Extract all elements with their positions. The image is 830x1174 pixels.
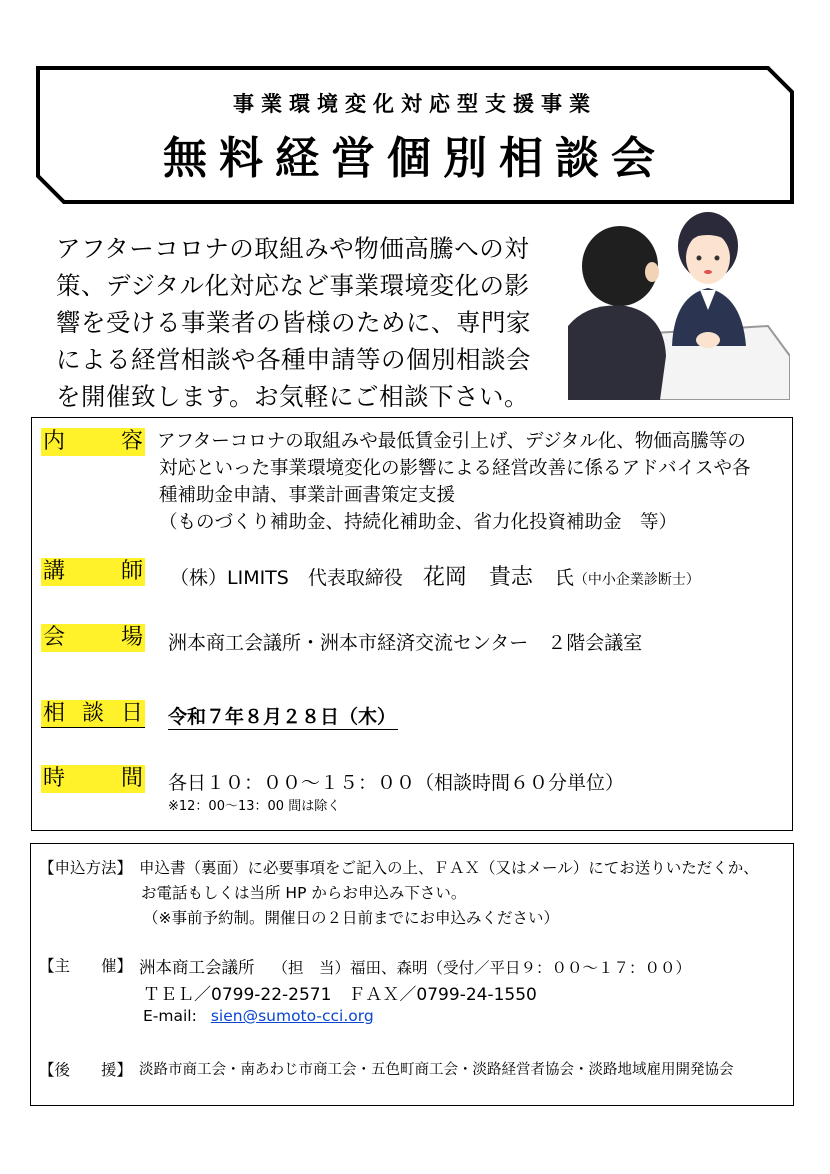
- label-date: [41, 700, 145, 728]
- label-char: 日: [120, 701, 143, 726]
- lecturer-suffix: 氏: [554, 567, 574, 589]
- label-char: 内: [43, 429, 66, 454]
- label-venue: [41, 624, 145, 652]
- intro-line: による経営相談や各種申請等の個別相談会: [56, 345, 531, 374]
- label-char: 会: [43, 625, 66, 650]
- application-box: [30, 843, 794, 1106]
- page-title: 無料経営個別相談会: [163, 133, 667, 184]
- email-label: E-mail:: [143, 1007, 197, 1025]
- intro-line: を開催致します。お気軽にご相談下さい。: [56, 382, 530, 411]
- label-content: [41, 428, 145, 456]
- content-line: 種補助金申請、事業計画書策定支援: [159, 485, 456, 506]
- label-char: 師: [120, 559, 143, 584]
- intro-line: 響を受ける事業者の皆様のために、専門家: [56, 308, 531, 337]
- lecturer-company: （株）LIMITS 代表取締役: [170, 567, 403, 589]
- venue-text: 洲本商工会議所・洲本市経済交流センター ２階会議室: [168, 632, 643, 654]
- label-char: 容: [120, 429, 143, 454]
- consultation-illustration: [568, 206, 790, 400]
- subtitle: 事業環境変化対応型支援事業: [233, 92, 597, 116]
- organizer-name: 洲本商工会議所: [139, 958, 255, 977]
- time-note: ※12：00～13：00 間は除く: [168, 799, 341, 814]
- support-label: 【後 援】: [39, 1061, 133, 1079]
- organizer-contact: （担 当）福田、森明（受付／平日９：００～１７：００）: [272, 959, 692, 977]
- lecturer-name: 花岡 貴志: [422, 565, 533, 590]
- content-line: 対応といった事業環境変化の影響による経営改善に係るアドバイスや各: [159, 458, 751, 479]
- content-line: （ものづくり補助金、持続化補助金、省力化投資補助金 等）: [159, 512, 678, 533]
- label-char: 時: [43, 766, 66, 791]
- label-char: 場: [120, 625, 143, 650]
- apply-method-line: お電話もしくは当所 HP からお申込み下さい。: [141, 884, 467, 902]
- label-char: 間: [120, 766, 143, 791]
- organizer-label: 【主 催】: [39, 957, 133, 975]
- apply-method-label: 【申込方法】: [39, 859, 133, 877]
- label-char: 相: [43, 701, 66, 726]
- content-line: アフターコロナの取組みや最低賃金引上げ、デジタル化、物価高騰等の: [157, 431, 746, 452]
- content-description: [157, 428, 789, 536]
- apply-method-line: 申込書（裏面）に必要事項をご記入の上、ＦＡＸ（又はメール）にてお送りいただくか、: [139, 859, 759, 877]
- organizer-email-row: [143, 1007, 374, 1025]
- date-text: 令和７年８月２８日（木）: [168, 702, 398, 730]
- email-link[interactable]: sien@sumoto-cci.org: [210, 1007, 374, 1025]
- label-char: 講: [43, 559, 66, 584]
- support-text: 淡路市商工会・南あわじ市商工会・五色町商工会・淡路経営者協会・淡路地域雇用開発協会: [139, 1062, 734, 1078]
- organizer-phone-fax: ＴＥＬ／0799-22-2571 ＦＡＸ／0799-24-1550: [143, 985, 537, 1005]
- apply-method-line: （※事前予約制。開催日の２日前までにお申込みください）: [143, 909, 559, 927]
- time-text: 各日１０：００～１５：００（相談時間６０分単位）: [168, 772, 625, 794]
- lecturer-info: [170, 560, 700, 591]
- organizer-info: [139, 954, 691, 978]
- lecturer-title-note: （中小企業診断士）: [573, 572, 700, 588]
- intro-line: 策、デジタル化対応など事業環境変化の影: [56, 271, 530, 300]
- details-box: [31, 417, 793, 831]
- label-lecturer: [41, 558, 145, 586]
- label-time: [41, 765, 145, 793]
- intro-line: アフターコロナの取組みや物価高騰への対: [56, 234, 530, 263]
- intro-text: [56, 230, 566, 415]
- label-char: 談: [81, 701, 104, 726]
